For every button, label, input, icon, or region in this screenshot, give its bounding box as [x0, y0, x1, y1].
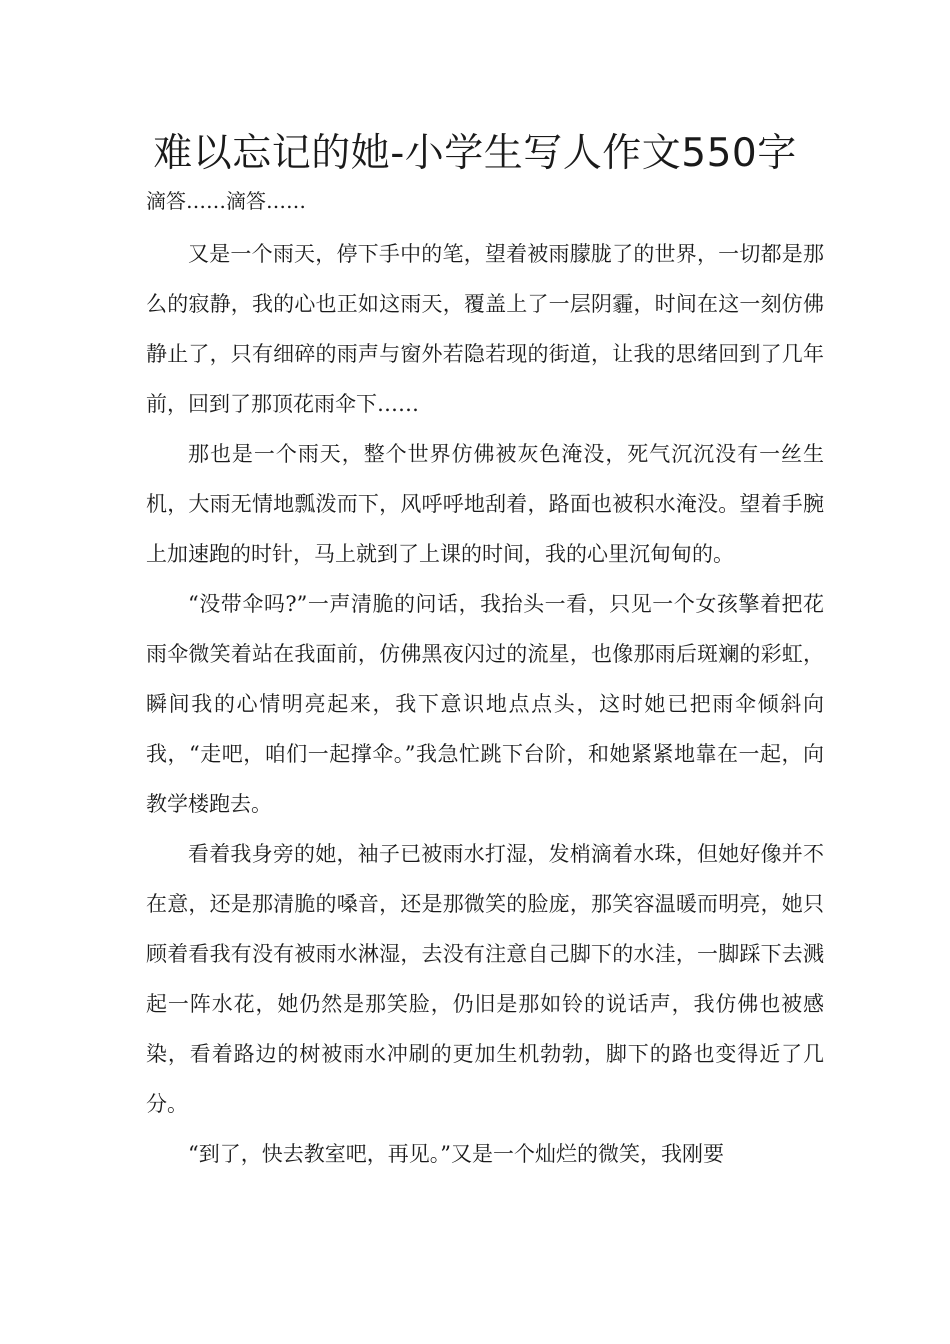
paragraph: “没带伞吗?”一声清脆的问话，我抬头一看，只见一个女孩擎着把花雨伞微笑着站在我面前，仿佛黑夜闪过的流星，也像那雨后斑斓的彩虹，瞬间我的心情明亮起来，我下意识地点点头，这时她已把雨伞倾斜向我，“走吧，咱们一起撑伞。”我急忙跳下台阶，和她紧紧地靠在一起，向教学楼跑去。 [146, 592, 824, 816]
paragraph: 那也是一个雨天，整个世界仿佛被灰色淹没，死气沉沉没有一丝生机，大雨无情地瓢泼而下，风呼呼地刮着，路面也被积水淹没。望着手腕上加速跑的时针，马上就到了上课的时间，我的心里沉甸甸的。 [146, 442, 824, 566]
paragraph: 又是一个雨天，停下手中的笔，望着被雨朦胧了的世界，一切都是那么的寂静，我的心也正如这雨天，覆盖上了一层阴霾，时间在这一刻仿佛静止了，只有细碎的雨声与窗外若隐若现的街道，让我的思绪回到了几年前，回到了那顶花雨伞下…… [146, 242, 824, 416]
document-subheading: 滴答……滴答…… [146, 189, 306, 213]
paragraph: 看着我身旁的她，袖子已被雨水打湿，发梢滴着水珠，但她好像并不在意，还是那清脆的嗓音，还是那微笑的脸庞，那笑容温暖而明亮，她只顾着看我有没有被雨水淋湿，去没有注意自己脚下的水洼，一脚踩下去溅起一阵水花，她仍然是那笑脸，仍旧是那如铃的说话声，我仿佛也被感染，看着路边的树被雨水冲刷的更加生机勃勃，脚下的路也变得近了几分。 [146, 842, 824, 1116]
paragraph: “到了，快去教室吧，再见。”又是一个灿烂的微笑，我刚要 [188, 1142, 724, 1166]
document-title: 难以忘记的她-小学生写人作文550字 [153, 131, 797, 176]
document-body [146, 229, 824, 1179]
